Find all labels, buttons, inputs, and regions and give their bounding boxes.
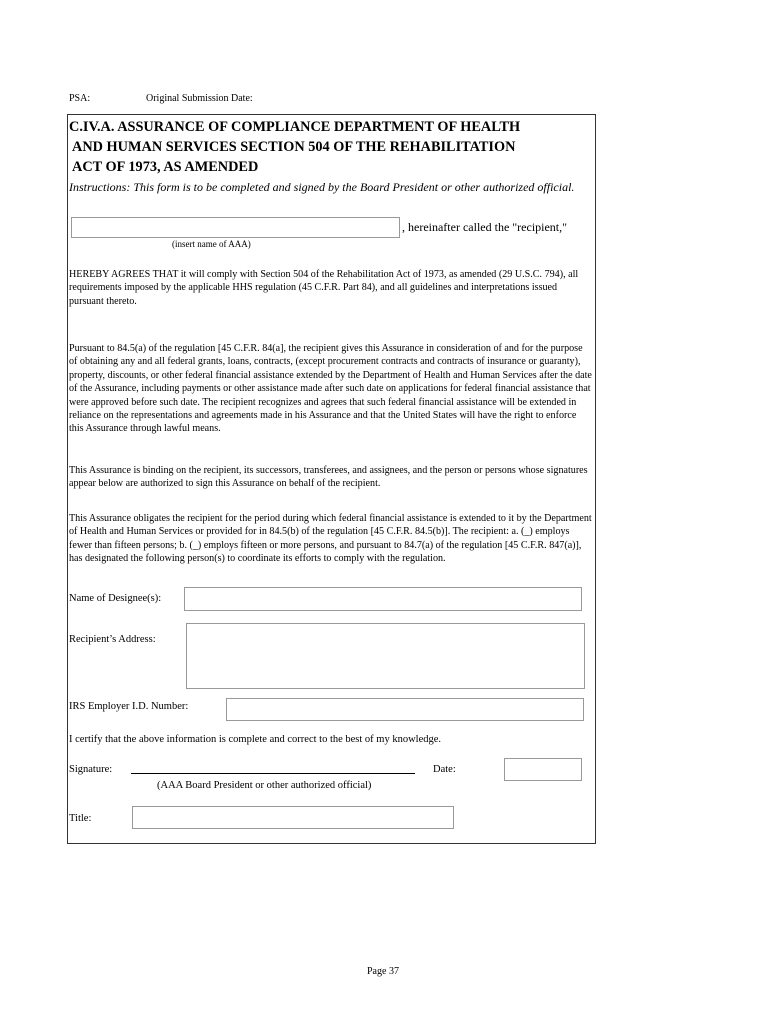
title-line-3: ACT OF 1973, AS AMENDED (72, 159, 259, 175)
binding-paragraph: This Assurance is binding on the recipient, its successors, transferees, and assignees, and the person or persons whose signatures appear below are authorized to sign this Assurance on behalf of the recipient. (69, 465, 588, 490)
pursuant-paragraph: Pursuant to 84.5(a) of the regulation [45 C.F.R. 84(a], the recipient gives this Assurance in consideration of and for the purpose of obtaining any and all federal grants, loans, contracts, (except procurement contracts and contracts of insurance or guaranty), property, discounts, or other federal financial assistance extended by the Department of Health and Human Services after the date of the Assurance, including payments or other assistance made after such date on applications for federal financial assistance that were approved before such date. The recipient recognizes and agrees that such federal financial assistance will be extended in reliance on the representations and agreements made in his Assurance and that the United States will have the right to enforce this Assurance through lawful means. (69, 343, 592, 435)
address-field[interactable] (186, 623, 585, 689)
title-label: Title: (69, 813, 92, 824)
title-field[interactable] (132, 806, 454, 829)
psa-label: PSA: (69, 93, 91, 104)
obligation-paragraph: This Assurance obligates the recipient for the period during which federal financial assistance is extended to it by the Department of Health and Human Services or provided for in 84.5(b) of the regulation [45 C.F.R. 84.5(b)]. The recipient: a. (_) employs fewer than fifteen persons; b. (_) employs fifteen or more persons, and pursuant to 84.7(a) of the regulation [45 C.F.R. 847(a)], has designated the following person(s) to coordinate its efforts to comply with the regulation. (69, 513, 592, 565)
instructions: Instructions: This form is to be completed and signed by the Board President or other authorized official. (69, 180, 575, 194)
signature-line[interactable] (131, 773, 415, 774)
title-line-2: AND HUMAN SERVICES SECTION 504 OF THE REHABILITATION (72, 139, 516, 155)
certify-text: I certify that the above information is complete and correct to the best of my knowledge. (69, 734, 442, 745)
address-label: Recipient’s Address: (69, 634, 156, 645)
form-title (69, 117, 569, 177)
agreement-paragraph: HEREBY AGREES THAT it will comply with Section 504 of the Rehabilitation Act of 1973, as amended (29 U.S.C. 794), all requirements imposed by the applicable HHS regulation (45 C.F.R. Part 84), and all guidelines and interpretations issued pursuant thereto. (69, 269, 579, 307)
irs-label: IRS Employer I.D. Number: (69, 701, 189, 712)
date-label: Date: (433, 764, 456, 775)
recipient-name-field[interactable] (71, 217, 400, 238)
designee-label: Name of Designee(s): (69, 593, 162, 604)
recipient-hint: (insert name of AAA) (172, 239, 251, 249)
signature-label: Signature: (69, 764, 113, 775)
signature-caption: (AAA Board President or other authorized official) (157, 780, 372, 791)
recipient-suffix: , hereinafter called the "recipient," (402, 220, 568, 234)
designee-field[interactable] (184, 587, 582, 611)
page-number: Page 37 (367, 966, 399, 977)
title-line-1: C.IV.A. ASSURANCE OF COMPLIANCE DEPARTMENT OF HEALTH (69, 119, 521, 135)
irs-field[interactable] (226, 698, 584, 721)
date-field[interactable] (504, 758, 582, 781)
submission-date-label: Original Submission Date: (146, 93, 253, 104)
